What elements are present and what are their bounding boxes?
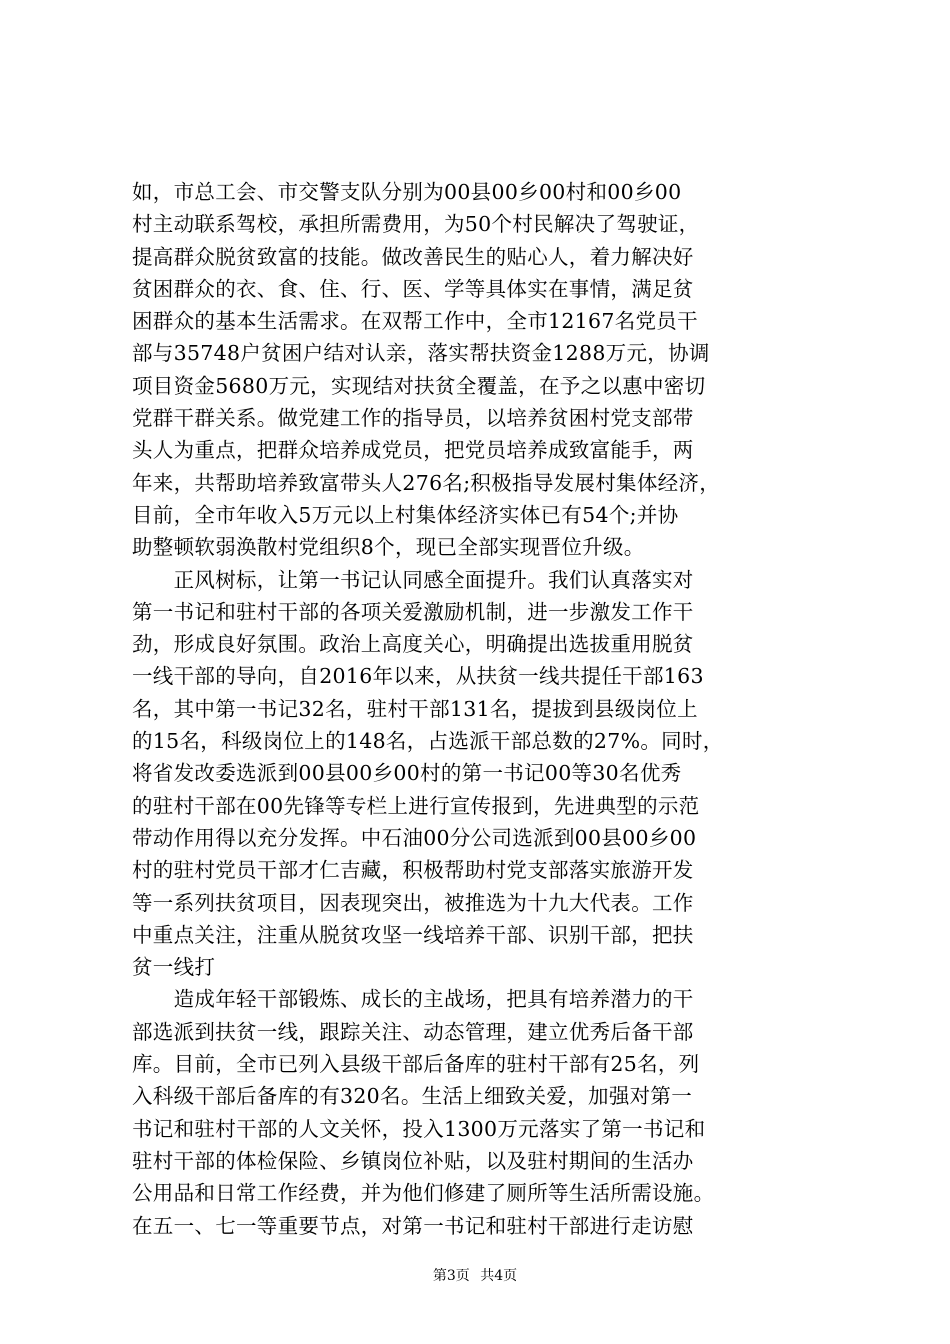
- text-line: 助整顿软弱涣散村党组织8个，现已全部实现晋位升级。: [132, 535, 645, 560]
- text-line: 第一书记和驻村干部的各项关爱激励机制，进一步激发工作干: [132, 599, 694, 624]
- text-line: 正风树标，让第一书记认同感全面提升。我们认真落实对: [132, 567, 694, 592]
- text-line: 目前，全市年收入5万元以上村集体经济实体已有54个;并协: [132, 502, 679, 527]
- text-line: 等一系列扶贫项目，因表现突出，被推选为十九大代表。工作: [132, 890, 694, 915]
- text-line: 贫困群众的衣、食、住、行、医、学等具体实在事情，满足贫: [132, 276, 694, 301]
- text-line: 中重点关注，注重从脱贫攻坚一线培养干部、识别干部，把扶: [132, 922, 694, 947]
- text-line: 头人为重点，把群众培养成党员，把党员培养成致富能手，两: [132, 438, 694, 463]
- text-line: 党群干群关系。做党建工作的指导员，以培养贫困村党支部带: [132, 406, 694, 431]
- text-line: 如，市总工会、市交警支队分别为00县00乡00村和00乡00: [132, 180, 682, 204]
- text-line: 公用品和日常工作经费，并为他们修建了厕所等生活所需设施。: [132, 1181, 715, 1206]
- text-line: 项目资金5680万元，实现结对扶贫全覆盖，在予之以惠中密切: [132, 373, 706, 398]
- text-line: 贫一线打: [132, 955, 216, 980]
- text-line: 入科级干部后备库的有320名。生活上细致关爱，加强对第一: [132, 1084, 693, 1109]
- text-line: 的15名，科级岗位上的148名，占选派干部总数的27%。同时，: [132, 729, 724, 754]
- page-number: 第3页: [432, 1268, 470, 1284]
- body-text: [132, 176, 832, 1242]
- page-footer: [0, 1266, 950, 1286]
- page-total: 共4页: [480, 1268, 518, 1284]
- text-line: 的驻村干部在00先锋等专栏上进行宣传报到，先进典型的示范: [132, 793, 700, 818]
- text-line: 劲，形成良好氛围。政治上高度关心，明确提出选拔重用脱贫: [132, 632, 694, 657]
- text-line: 造成年轻干部锻炼、成长的主战场，把具有培养潜力的干: [132, 987, 694, 1012]
- text-line: 提高群众脱贫致富的技能。做改善民生的贴心人，着力解决好: [132, 244, 694, 269]
- text-line: 一线干部的导向，自2016年以来，从扶贫一线共提任干部163: [132, 664, 704, 689]
- text-line: 将省发改委选派到00县00乡00村的第一书记00等30名优秀: [132, 761, 682, 786]
- text-line: 部选派到扶贫一线，跟踪关注、动态管理，建立优秀后备干部: [132, 1019, 694, 1044]
- text-line: 困群众的基本生活需求。在双帮工作中，全市12167名党员干: [132, 309, 698, 334]
- text-line: 库。目前，全市已列入县级干部后备库的驻村干部有25名，列: [132, 1052, 700, 1077]
- text-line: 书记和驻村干部的人文关怀，投入1300万元落实了第一书记和: [132, 1116, 706, 1141]
- text-line: 部与35748户贫困户结对认亲，落实帮扶资金1288万元，协调: [132, 341, 710, 366]
- text-line: 村的驻村党员干部才仁吉藏，积极帮助村党支部落实旅游开发: [132, 858, 694, 883]
- text-line: 驻村干部的体检保险、乡镇岗位补贴，以及驻村期间的生活办: [132, 1148, 694, 1173]
- text-line: 带动作用得以充分发挥。中石油00分公司选派到00县00乡00: [132, 825, 697, 850]
- text-line: 在五一、七一等重要节点，对第一书记和驻村干部进行走访慰: [132, 1213, 694, 1238]
- text-line: 年来，共帮助培养致富带头人276名;积极指导发展村集体经济，: [132, 470, 721, 495]
- text-line: 名，其中第一书记32名，驻村干部131名，提拔到县级岗位上: [132, 696, 698, 721]
- text-line: 村主动联系驾校，承担所需费用，为50个村民解决了驾驶证，: [132, 212, 700, 237]
